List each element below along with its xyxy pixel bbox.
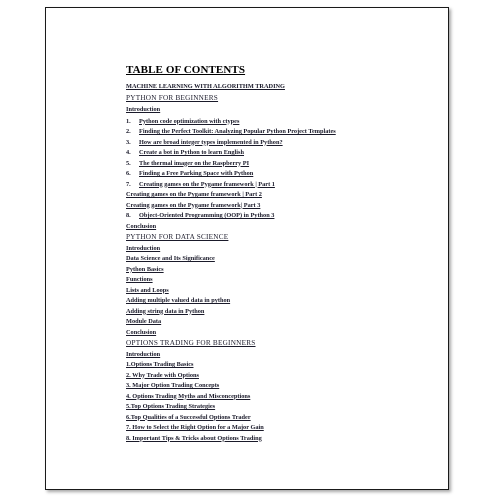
book2-item-link[interactable]: Lists and Loops [126, 286, 169, 294]
book2-item-link[interactable]: Adding string data in Python [126, 307, 205, 315]
book2-item-link[interactable]: Module Data [126, 318, 162, 325]
chapter-number: 2. [126, 128, 131, 135]
book2-title-link[interactable]: PYTHON FOR DATA SCIENCE [126, 233, 229, 241]
toc-title: TABLE OF CONTENTS [126, 64, 246, 76]
book3-item-link[interactable]: 2. Why Trade with Options [126, 371, 199, 379]
book3-item-link[interactable]: 6.Top Qualities of a Successful Options Trader [126, 413, 251, 421]
book1-chapter-link[interactable] [126, 159, 440, 170]
book1-chapter-link[interactable] [126, 127, 440, 138]
chapter-title: Python code optimization with ctypes [139, 117, 240, 125]
book1-chapter-link[interactable] [126, 117, 440, 128]
chapter-title: Create a bot in Python to learn English [139, 149, 245, 156]
chapter-title: Finding a Free Parking Space with Python [139, 170, 254, 177]
book2-item-link[interactable]: Adding multiple valued data in python [126, 297, 231, 304]
book1-chapter-link[interactable] [126, 138, 440, 149]
table-of-contents [126, 64, 440, 444]
chapter-title: Finding the Perfect Toolkit: Analyzing Popular Python Project Templates [139, 128, 336, 135]
document-page [45, 7, 449, 490]
main-heading-link[interactable]: MACHINE LEARNING WITH ALGORITHM TRADING [126, 83, 285, 90]
chapter-title: The thermal imager on the Raspberry PI [139, 159, 250, 167]
chapter-number: 6. [126, 170, 131, 177]
book3-item-link[interactable]: 5.Top Options Trading Strategies [126, 403, 216, 410]
book2-item-link[interactable]: Introduction [126, 244, 161, 252]
book2-item-link[interactable]: Python Basics [126, 265, 164, 273]
book1-chapter-link[interactable] [126, 169, 440, 180]
book1-extra-link[interactable]: Creating games on the Pygame framework| Part 3 [126, 201, 261, 209]
chapter-number: 3. [126, 138, 131, 146]
book1-title-link[interactable]: PYTHON FOR BEGINNERS [126, 93, 219, 102]
chapter-number: 1. [126, 117, 131, 125]
book3-item-link[interactable]: 7. How to Select the Right Option for a Major Gain [126, 424, 264, 431]
book1-chapter-link[interactable] [126, 180, 440, 191]
book2-item-link[interactable]: Conclusion [126, 328, 157, 336]
book3-title-link[interactable]: OPTIONS TRADING FOR BEGINNERS [126, 339, 256, 347]
chapter-title: Object-Oriented Programming (OOP) in Python 3 [139, 212, 275, 219]
book3-item-link[interactable]: 4. Options Trading Myths and Misconceptions [126, 392, 251, 400]
book1-extra-link[interactable]: Creating games on the Pygame framework | Part 2 [126, 191, 262, 198]
chapter-number: 8. [126, 212, 131, 219]
chapter-number: 5. [126, 159, 131, 167]
chapter-title: How are broad integer types implemented in Python? [139, 138, 283, 146]
book1-introduction-link[interactable]: Introduction [126, 106, 161, 113]
book3-item-link[interactable]: 8. Important Tips & Tricks about Options Trading [126, 434, 262, 442]
book2-item-link[interactable]: Data Science and Its Significance [126, 255, 215, 262]
book2-item-link[interactable]: Functions [126, 276, 153, 283]
book1-chapter-link[interactable] [126, 211, 440, 222]
book1-conclusion-link[interactable]: Conclusion [126, 222, 157, 230]
book3-item-link[interactable]: 1.Options Trading Basics [126, 361, 194, 368]
chapter-number: 4. [126, 149, 131, 156]
chapter-number: 7. [126, 180, 131, 188]
chapter-title: Creating games on the Pygame framework | Part 1 [139, 180, 275, 188]
book1-chapter-link[interactable] [126, 148, 440, 159]
book3-item-link[interactable]: Introduction [126, 350, 161, 358]
book3-item-link[interactable]: 3. Major Option Trading Concepts [126, 382, 220, 389]
